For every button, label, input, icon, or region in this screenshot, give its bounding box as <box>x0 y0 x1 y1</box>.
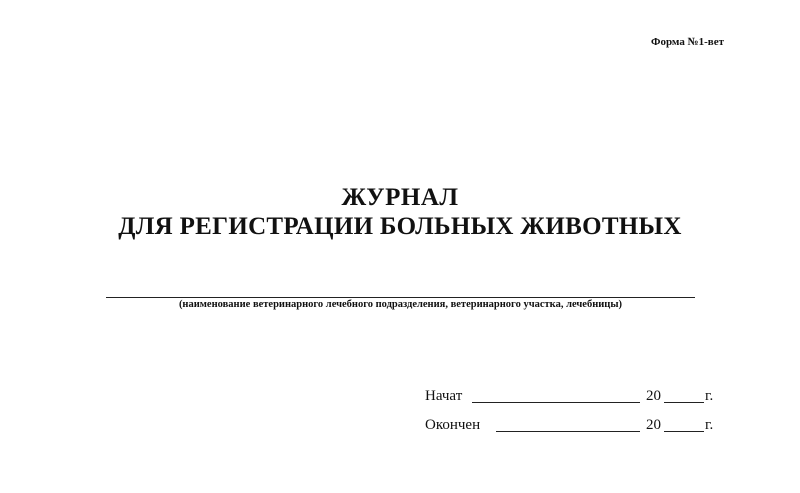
ended-year-prefix: 20 <box>646 417 661 433</box>
started-year-suffix: г. <box>705 388 714 404</box>
journal-title <box>0 183 800 241</box>
title-line-2: ДЛЯ РЕГИСТРАЦИИ БОЛЬНЫХ ЖИВОТНЫХ <box>118 213 682 240</box>
started-label: Начат <box>425 388 463 404</box>
ended-year-suffix: г. <box>705 417 714 433</box>
started-year-prefix: 20 <box>646 388 661 404</box>
started-date-blank <box>472 402 640 403</box>
organization-name-line <box>106 297 695 298</box>
form-number: Форма №1-вет <box>651 36 725 48</box>
ended-label: Окончен <box>425 417 481 433</box>
ended-year-blank <box>664 431 704 432</box>
started-year-blank <box>664 402 704 403</box>
ended-date-blank <box>496 431 640 432</box>
organization-caption: (наименование ветеринарного лечебного подразделения, ветеринарного участка, лечебницы) <box>178 299 623 310</box>
title-line-1: ЖУРНАЛ <box>341 184 459 211</box>
